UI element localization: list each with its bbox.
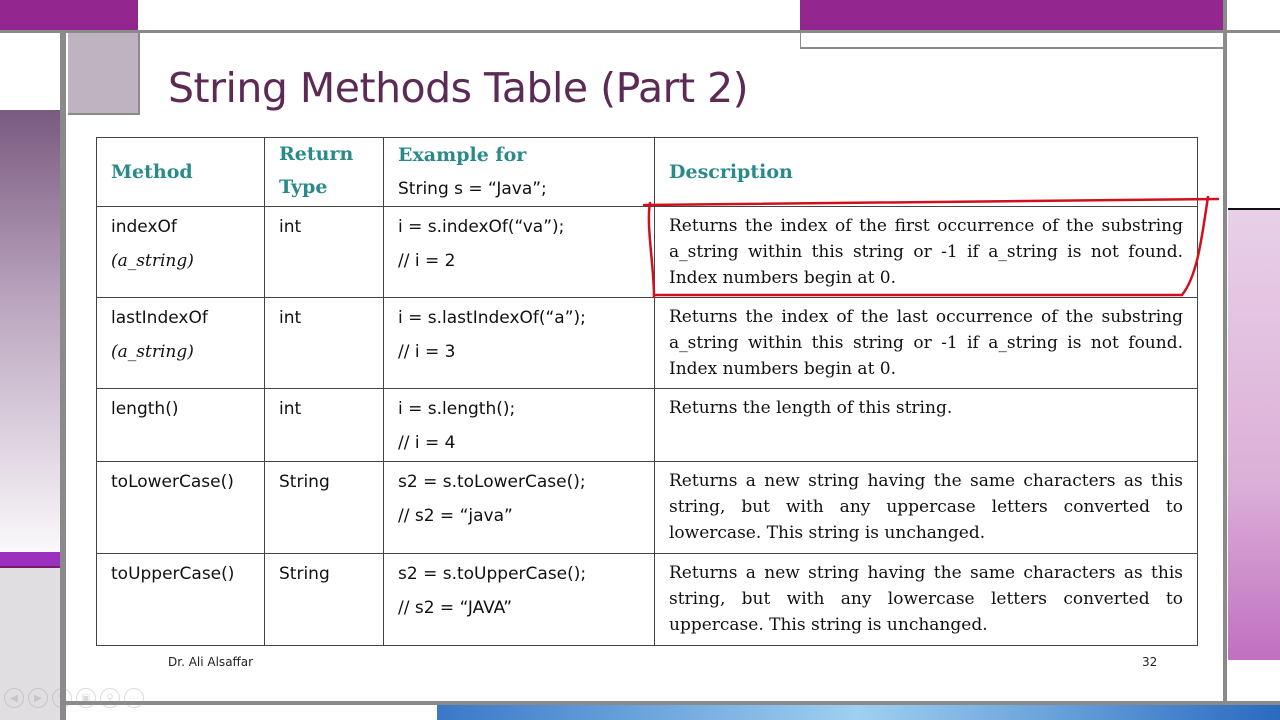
table-row [97,462,1198,554]
example-cell [384,462,655,554]
decor-left-line [60,33,66,720]
header-example-label: Example for [398,144,527,166]
method-name: lastIndexOf [111,308,208,328]
description-cell: Returns a new string having the same characters as this string, but with any uppercase letters converted to lowercase. This string is unchanged. [655,462,1198,554]
previous-icon[interactable]: ◀ [4,688,24,708]
example-result: // i = 3 [398,342,456,362]
method-name: indexOf [111,217,177,237]
example-code: i = s.length(); [398,399,516,419]
example-result: // s2 = “java” [398,506,513,526]
example-cell [384,298,655,389]
method-arg: (a_string) [111,342,194,362]
example-cell [384,554,655,646]
return-type-cell: String [265,554,384,646]
description-cell: Returns a new string having the same characters as this string, but with any lowercase letters converted to uppercase. This string is unchanged. [655,554,1198,646]
method-arg: (a_string) [111,251,194,271]
example-code: s2 = s.toUpperCase(); [398,564,587,584]
example-result: // i = 2 [398,251,456,271]
description-cell: Returns the index of the first occurrence of the substring a_string within this string or -1 if a_string is not found. Index numbers begin at 0. [655,207,1198,298]
return-type-cell: int [265,298,384,389]
footer-author: Dr. Ali Alsaffar [168,655,254,669]
decor-right-gradient [1228,208,1280,660]
string-methods-table [96,137,1198,646]
presentation-toolbar [4,688,144,708]
method-cell [97,298,265,389]
description-cell: Returns the index of the last occurrence of the substring a_string within this string or -1 if a_string is not found. Index numbers begin at 0. [655,298,1198,389]
return-type-cell: int [265,207,384,298]
return-type-cell: String [265,462,384,554]
header-example [384,138,655,207]
example-code: i = s.indexOf(“va”); [398,217,565,237]
taskbar-strip [437,705,1280,720]
header-return-type-label: Return Type [279,143,354,198]
method-cell [97,207,265,298]
decor-left-accent [0,552,60,568]
page-number: 32 [1142,655,1158,669]
decor-right-line [1223,0,1227,705]
example-code: i = s.lastIndexOf(“a”); [398,308,586,328]
decor-top-right-bar [800,0,1223,30]
method-name: toUpperCase() [111,564,235,584]
description-cell: Returns the length of this string. [655,389,1198,462]
decor-top-right-box [800,33,1224,49]
method-cell [97,554,265,646]
header-example-sub: String s = “Java”; [398,179,547,199]
method-name: toLowerCase() [111,472,234,492]
slide-title: String Methods Table (Part 2) [168,64,749,112]
pen-icon[interactable]: ✎ [52,688,72,708]
header-description: Description [655,138,1198,207]
decor-left-block [68,33,140,115]
example-result: // s2 = “JAVA” [398,598,513,618]
example-cell [384,389,655,462]
decor-left-gradient [0,110,60,570]
table-header-row [97,138,1198,207]
zoom-icon[interactable]: ⚲ [100,688,120,708]
method-name: length() [111,399,179,419]
header-method: Method [97,138,265,207]
example-code: s2 = s.toLowerCase(); [398,472,586,492]
slides-icon[interactable]: ▣ [76,688,96,708]
method-cell [97,389,265,462]
method-cell [97,462,265,554]
table-row [97,298,1198,389]
decor-top-left-bar [0,0,138,30]
example-result: // i = 4 [398,433,456,453]
more-icon[interactable]: ⋯ [124,688,144,708]
table-row [97,554,1198,646]
header-return-type [265,138,384,207]
return-type-cell: int [265,389,384,462]
next-icon[interactable]: ▶ [28,688,48,708]
table-row [97,207,1198,298]
table-row [97,389,1198,462]
example-cell [384,207,655,298]
